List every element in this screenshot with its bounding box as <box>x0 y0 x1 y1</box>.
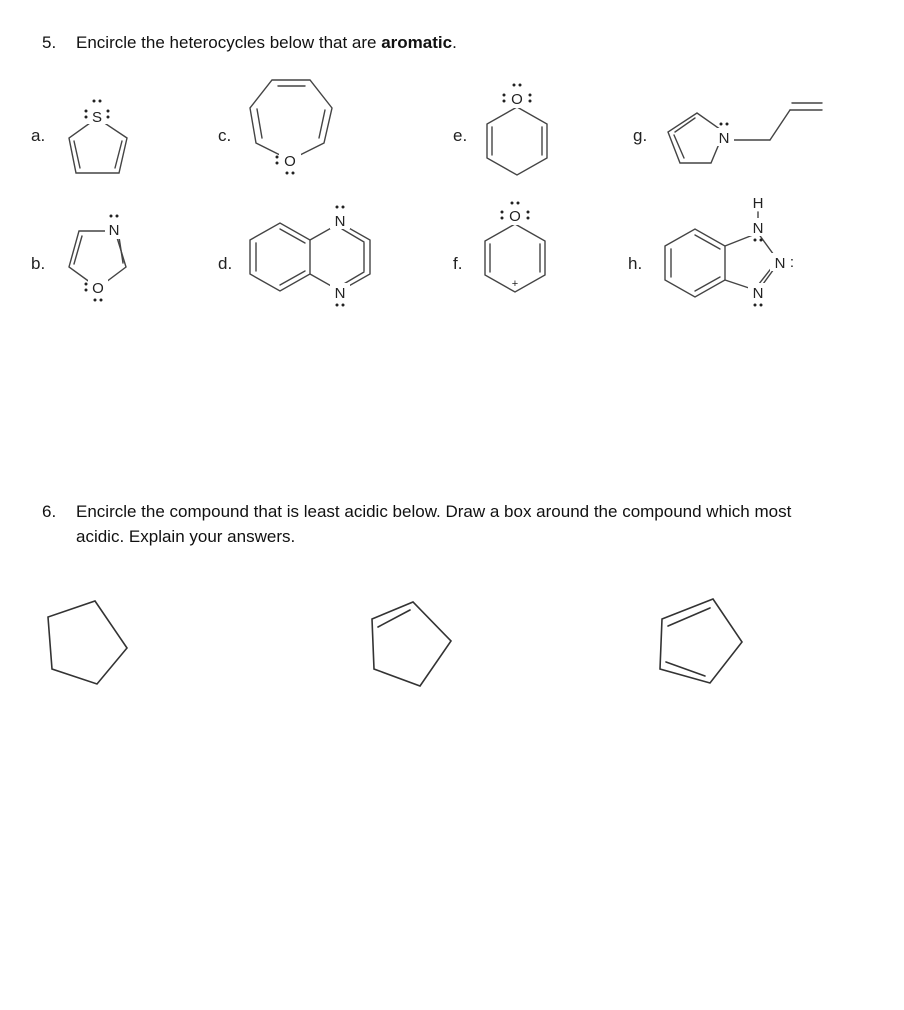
structure-cyclopentadiene <box>660 599 742 683</box>
atom-n: N <box>752 285 764 302</box>
atom-n: N <box>752 220 764 237</box>
label-e: e. <box>453 126 468 145</box>
lone-pair-colon: : <box>789 254 795 271</box>
question-5-number: 5. <box>42 33 57 52</box>
question-5-text-prefix: Encircle the heterocycles below that are <box>76 33 382 52</box>
question-6-number: 6. <box>42 502 57 521</box>
label-c: c. <box>218 126 232 145</box>
atom-o: O <box>92 280 104 297</box>
label-h: h. <box>628 254 643 273</box>
label-a: a. <box>31 126 46 145</box>
structure-cyclopentene <box>372 602 451 686</box>
label-f: f. <box>453 254 463 273</box>
charge-plus: + <box>511 278 519 290</box>
structure-cyclopentane <box>48 601 127 684</box>
atom-n: N <box>334 213 346 230</box>
question-6-line-1: Encircle the compound that is least acidic below. Draw a box around the compound which most <box>76 502 792 521</box>
atom-o: O <box>509 208 521 225</box>
atom-s: S <box>91 109 103 126</box>
atom-o: O <box>284 153 296 170</box>
atom-n: N <box>774 255 786 272</box>
label-g: g. <box>633 126 648 145</box>
question-5-text-bold: aromatic <box>381 33 453 52</box>
question-5-text-suffix: . <box>452 33 457 52</box>
question-6-line-2: acidic. Explain your answers. <box>76 527 296 546</box>
atom-o: O <box>511 91 523 108</box>
atom-n: N <box>108 222 120 239</box>
label-d: d. <box>218 254 233 273</box>
atom-n: N <box>718 130 730 147</box>
label-b: b. <box>31 254 46 273</box>
atom-h: H <box>752 195 764 212</box>
atom-n: N <box>334 285 346 302</box>
